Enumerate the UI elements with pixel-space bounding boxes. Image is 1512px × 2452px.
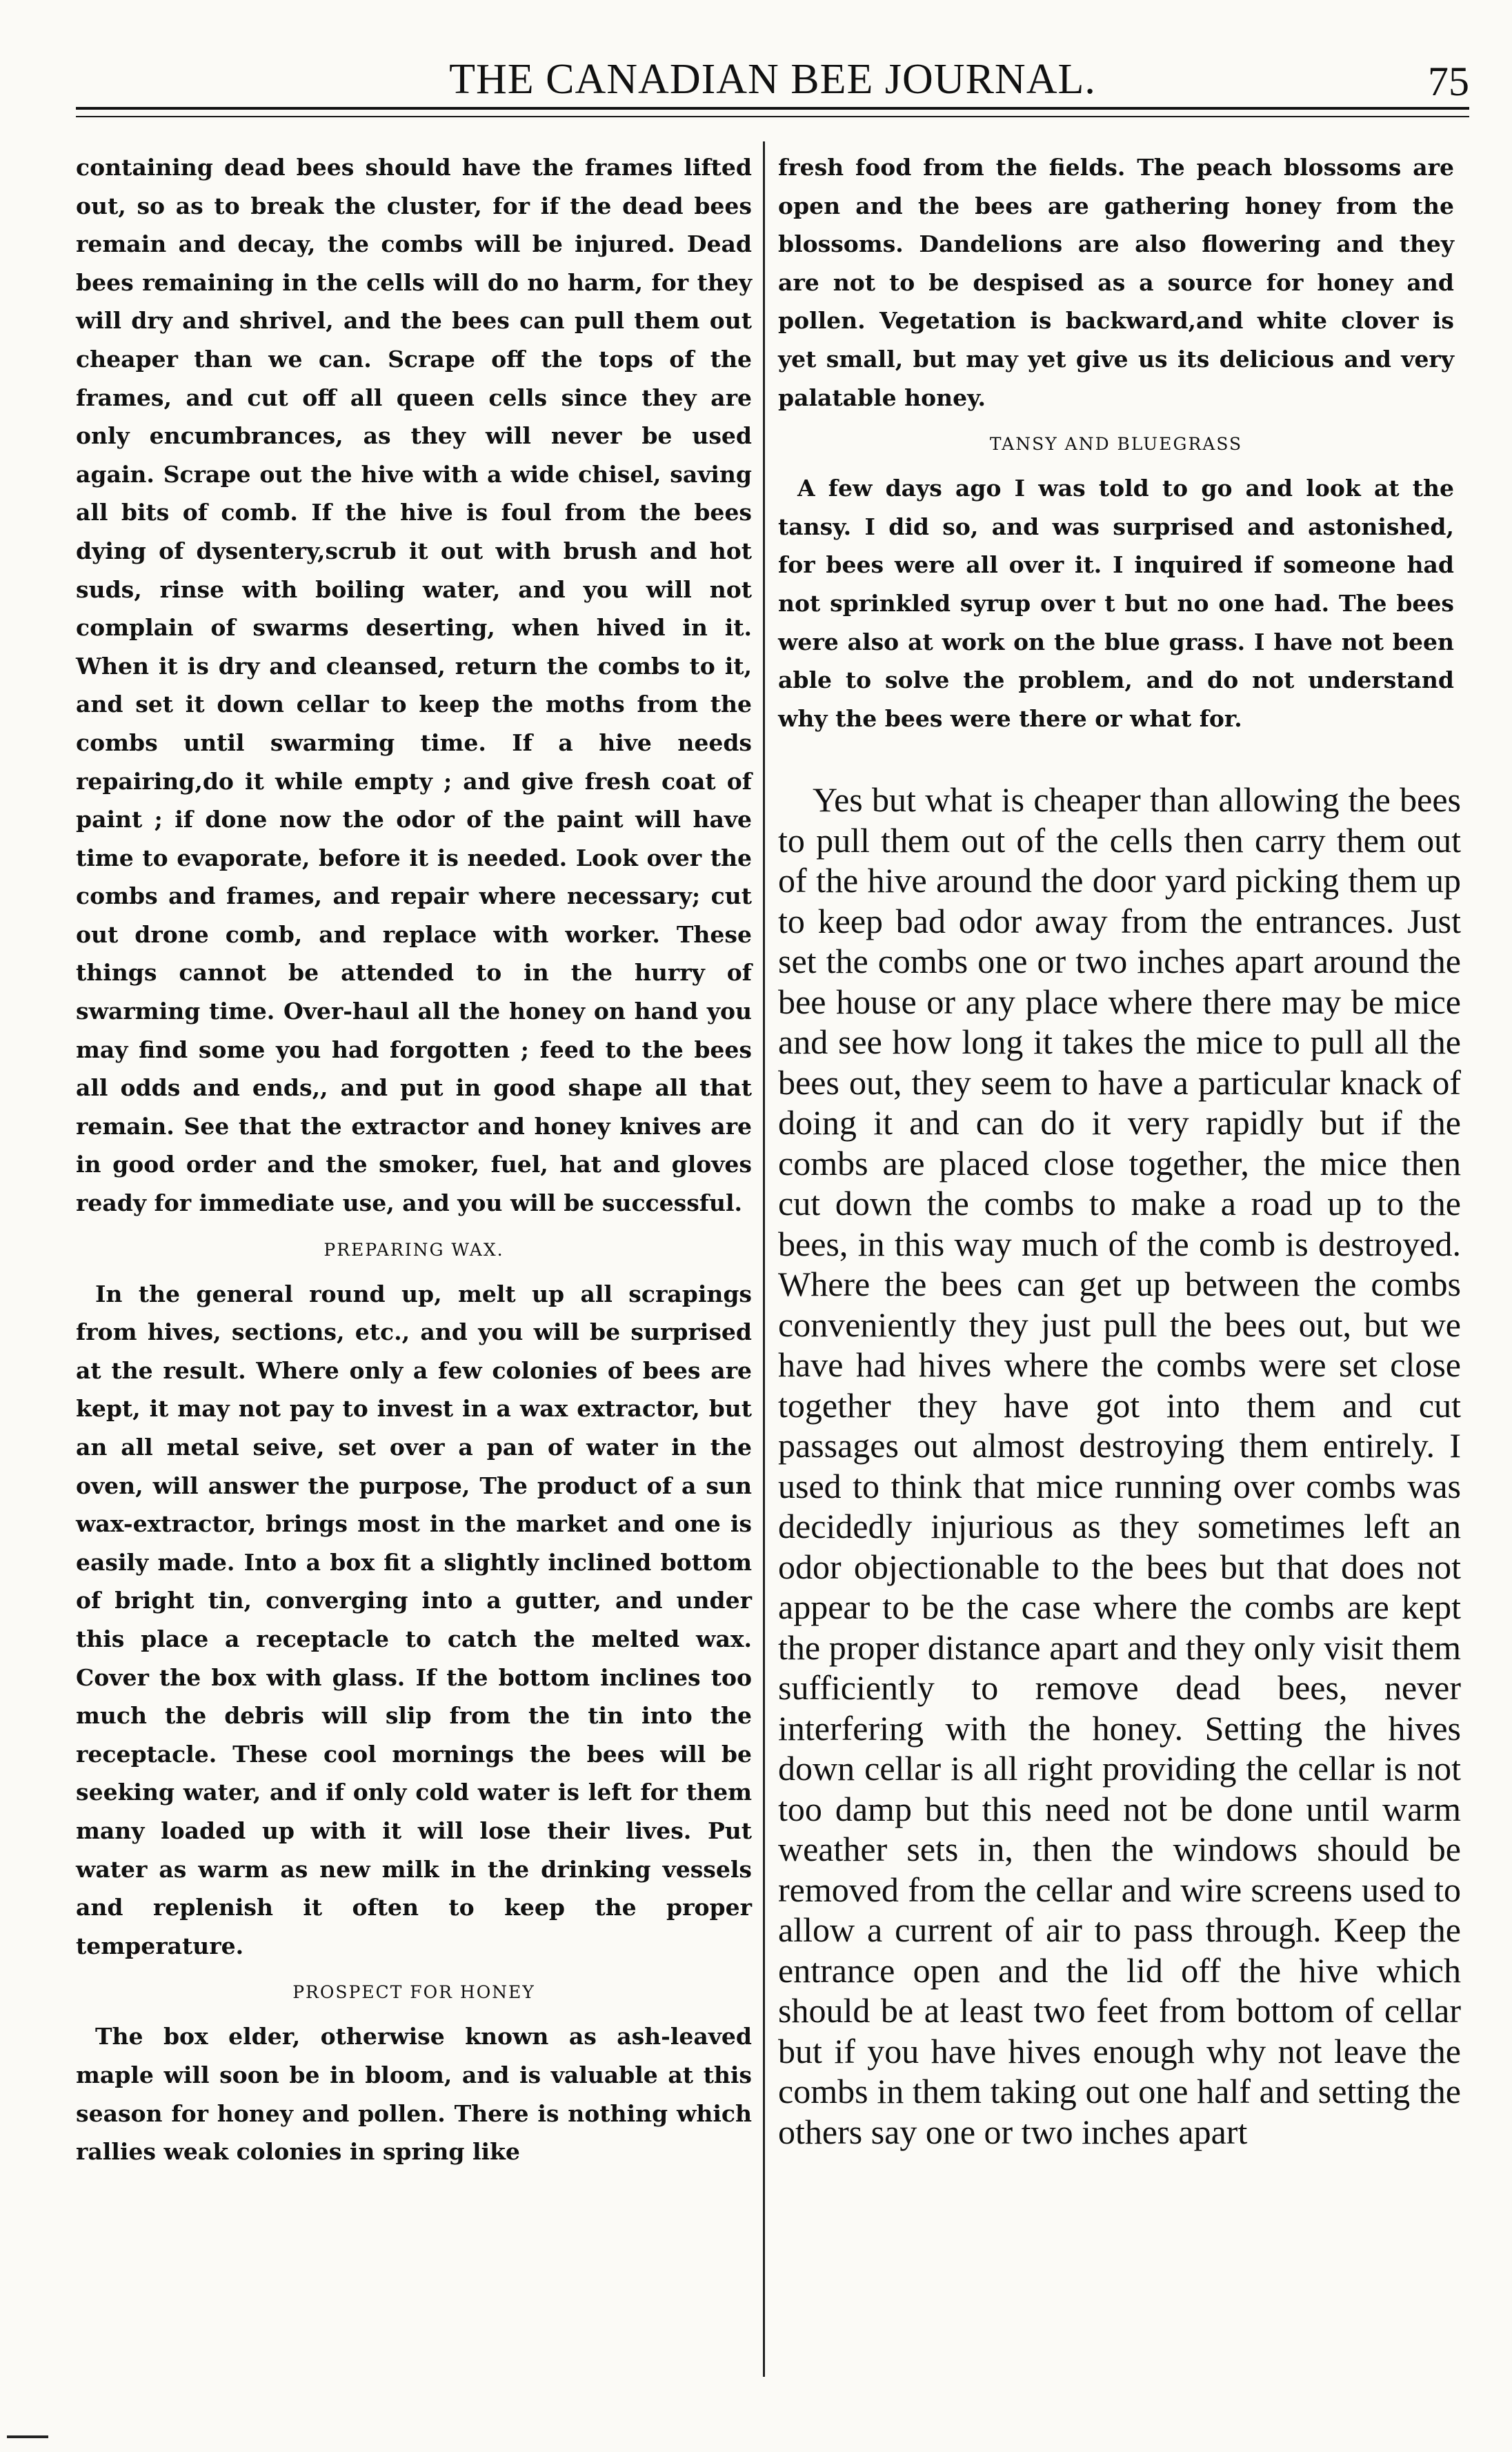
header-rule-thin [76,116,1469,117]
paragraph: The box elder, otherwise known as ash-leaved maple will soon be in bloom, and is valuable at this season for honey and pollen. There is nothing which rallies weak colonies in spring like [76,2023,752,2166]
section-heading: TANSY AND BLUEGRASS [989,434,1243,455]
right-column-top [778,148,1454,738]
paragraph: A few days ago I was told to go and look at the tansy. I did so, and was surprised and astonished, for bees were all over it. I inquired if someone had not sprinkled syrup over t but no one had. The bees were also at work on the blue grass. I have not been able to solve the problem, and do not understand why the bees were there or what for. [778,475,1454,732]
paragraph: containing dead bees should have the frames lifted out, so as to break the cluster, for if the dead bees remain and decay, the combs will be injured. Dead bees remaining in the cells will do no harm, for they will dry and shrivel, and the bees can pull them out cheaper than we can. Scrape off the tops of the frames, and cut off all queen cells since they are only encumbrances, as they will never be used again. Scrape out the hive with a wide chisel, saving all bits of comb. If the hive is foul from the bees dying of dysentery,scrub it out with brush and hot suds, rinse with boiling water, and you will not complain of swarms deserting, when hived in it. When it is dry and cleansed, return the combs to it, and set it down cellar to keep the moths from the combs until swarming time. If a hive needs repairing,do it while empty ; and give fresh coat of paint ; if done now the odor of the paint will have time to evaporate, before it is needed. Look over the combs and frames, and repair where necessary; cut out drone comb, and replace with worker. These things cannot be attended to in the hurry of swarming time. Over-haul all the honey on hand you may find some you had forgotten ; feed to the bees all odds and ends,, and put in good shape all that remain. See that the extractor and honey knives are in good order and the smoker, fuel, hat and gloves ready for immediate use, and you will be successful. [76,154,752,1217]
page-number: 75 [1428,59,1469,104]
journal-title: THE CANADIAN BEE JOURNAL. [449,56,1096,103]
section-heading: PREPARING WAX. [324,1239,504,1260]
page-edge-mark [7,2435,48,2438]
left-column [76,148,752,2171]
paragraph: In the general round up, melt up all scrapings from hives, sections, etc., and you will be surprised at the result. Where only a few colonies of bees are kept, it may not pay to invest in a wax extractor, but an all metal seive, set over a pan of water in the oven, will answer the purpose, The product of a sun wax-extractor, brings most in the market and one is easily made. Into a box fit a slightly inclined bottom of bright tin, converging into a gutter, and under this place a receptacle to catch the melted wax. Cover the box with glass. If the bottom inclines too much the debris will slip from the tin into the receptacle. These cool mornings the bees will be seeking water, and if only cold water is left for them many loaded up with it will lose their lives. Put water as warm as new milk in the drinking vessels and replenish it often to keep the proper temperature. [76,1280,752,1959]
paragraph: Yes but what is cheaper than allowing the bees to pull them out of the cells then carry them out of the hive around the door yard picking them up to keep bad odor away from the entrances. Just set the combs one or two inches apart around the bee house or any place where there may be mice and see how long it takes the mice to pull all the bees out, they seem to have a particular knack of doing it and can do it very rapidly but if the combs are placed close together, the mice then cut down the combs to make a road up to the bees, in this way much of the comb is destroyed. Where the bees can get up between the combs conveniently they just pull the bees out, but we have had hives where the combs were set close together they have got into them and cut passages out almost destroying them entirely. I used to think that mice running over combs was decidedly injurious as they sometimes left an odor objectionable to the bees but that does not appear to be the case where the combs are kept the proper distance apart and they only visit them sufficiently to remove dead bees, never interfering with the honey. Setting the hives down cellar is all right providing the cellar is not too damp but this need not be done until warm weather sets in, then the windows should be removed from the cellar and wire screens used to allow a current of air to pass through. Keep the entrance open and the lid off the hive which should be at least two feet from bottom of cellar but if you have hives enough why not leave the combs in them taking out one half and setting the others say one or two inches apart [778,780,1461,2151]
column-divider [763,141,765,2377]
right-column-bottom [778,780,1461,2152]
section-heading: PROSPECT FOR HONEY [292,1982,535,2003]
header-rule [76,107,1469,110]
paragraph: fresh food from the fields. The peach blossoms are open and the bees are gathering honey from the blossoms. Dandelions are also flowering and they are not to be despised as a source for honey and pollen. Vegetation is backward,and white clover is yet small, but may yet give us its delicious and very palatable honey. [778,154,1454,411]
